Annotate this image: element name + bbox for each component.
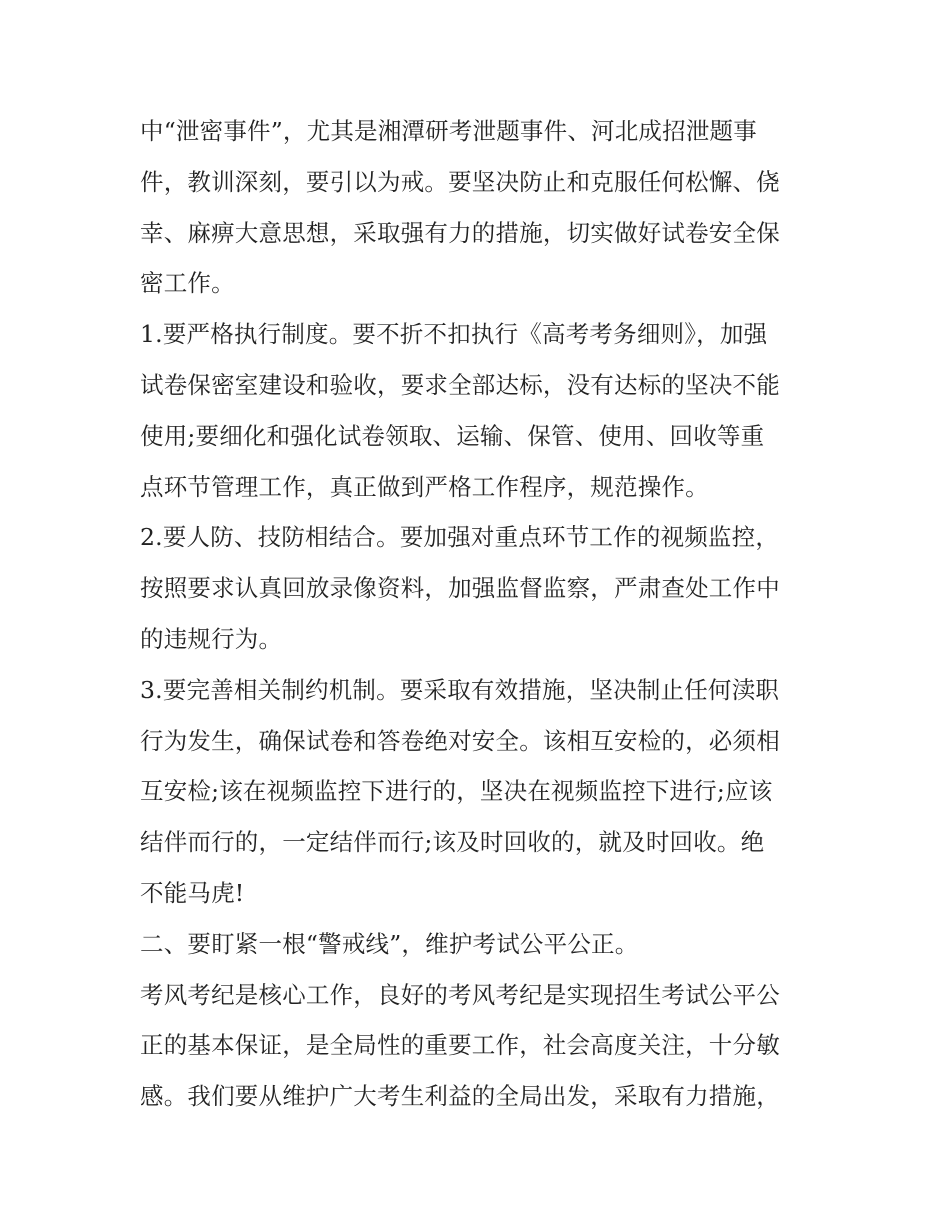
text-line: 按照要求认真回放录像资料，加强监督监察，严肃查处工作中: [140, 574, 780, 603]
text-line: 件，教训深刻，要引以为戒。要坚决防止和克服任何松懈、侥: [140, 167, 780, 196]
text-line: 试卷保密室建设和验收，要求全部达标，没有达标的坚决不能: [140, 370, 780, 399]
text-line: 2.要人防、技防相结合。要加强对重点环节工作的视频监控，: [140, 523, 780, 552]
text-line: 考风考纪是核心工作，良好的考风考纪是实现招生考试公平公: [140, 980, 780, 1009]
text-line: 行为发生，确保试卷和答卷绝对安全。该相互安检的，必须相: [140, 726, 780, 755]
text-line: 中“泄密事件”，尤其是湘潭研考泄题事件、河北成招泄题事: [140, 117, 757, 145]
document-body: [140, 106, 820, 1122]
text-line: 感。我们要从维护广大考生利益的全局出发，采取有力措施，: [140, 1082, 780, 1111]
text-line: 正的基本保证，是全局性的重要工作，社会高度关注，十分敏: [140, 1031, 780, 1060]
text-line: 互安检;该在视频监控下进行的，坚决在视频监控下进行;应该: [140, 777, 773, 806]
text-line: 的违规行为。: [140, 624, 283, 653]
text-line: 3.要完善相关制约机制。要采取有效措施，坚决制止任何渎职: [140, 675, 780, 704]
text-line: 使用;要细化和强化试卷领取、运输、保管、使用、回收等重: [140, 421, 765, 450]
text-line: 密工作。: [140, 269, 235, 298]
text-line: 1.要严格执行制度。要不折不扣执行《高考考务细则》，加强: [140, 320, 768, 349]
text-line: 不能马虎!: [140, 878, 245, 907]
section-heading: 二、要盯紧一根“警戒线”，维护考试公平公正。: [140, 929, 639, 958]
text-line: 点环节管理工作，真正做到严格工作程序，规范操作。: [140, 472, 709, 501]
text-line: 幸、麻痹大意思想，采取强有力的措施，切实做好试卷安全保: [140, 218, 780, 247]
text-line: 结伴而行的，一定结伴而行;该及时回收的，就及时回收。绝: [140, 828, 765, 857]
